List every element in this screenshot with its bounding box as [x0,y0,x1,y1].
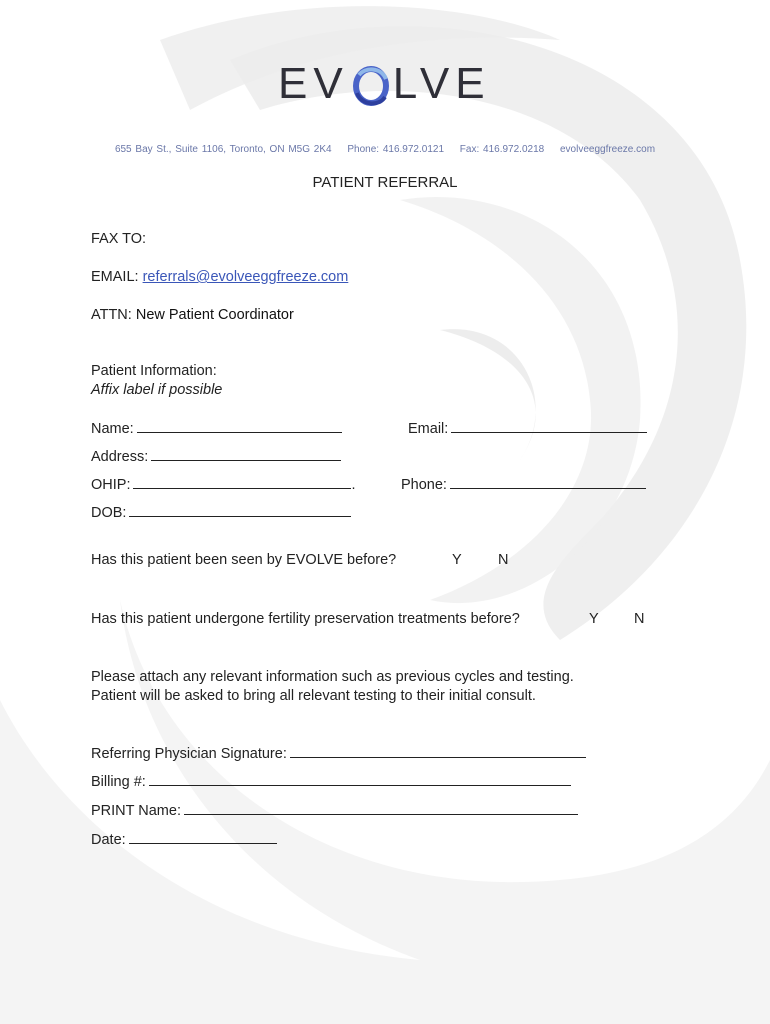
fertility-yes-option[interactable]: Y [589,611,599,627]
date-field[interactable] [91,831,277,848]
dob-field[interactable] [91,504,351,521]
physician-signature-label: Referring Physician Signature: [91,746,287,762]
phone-field[interactable] [401,476,646,493]
dob-blank[interactable] [129,504,351,517]
page-title: PATIENT REFERRAL [312,174,458,191]
seen-before-yes-option[interactable]: Y [452,552,462,568]
print-name-blank[interactable] [184,802,578,815]
attach-info-line-1: Please attach any relevant information such as previous cycles and testing. [91,669,574,685]
patient-info-heading: Patient Information: [91,363,217,379]
attn-value: New Patient Coordinator [135,307,294,323]
date-label: Date: [91,832,126,848]
print-name-label: PRINT Name: [91,803,181,819]
patient-email-field[interactable] [408,420,647,437]
question-fertility-text: Has this patient undergone fertility preservation treatments before? [91,611,520,627]
attn-label: ATTN: [91,307,132,323]
name-field[interactable] [91,420,342,437]
contact-address: 655 Bay St., Suite 1106, Toronto, ON M5G 2K4 [114,144,332,155]
address-field[interactable] [91,448,341,465]
phone-label: Phone: [401,477,447,493]
ohip-field[interactable] [91,476,356,493]
logo-text-left: EV [278,59,349,108]
question-fertility-preservation [91,611,520,627]
patient-info-note: Affix label if possible [91,382,223,398]
print-name-field[interactable] [91,802,578,819]
physician-signature-field[interactable] [91,745,586,762]
billing-blank[interactable] [149,773,571,786]
dob-label: DOB: [91,505,127,521]
logo-text-right: LVE [392,59,491,108]
billing-field[interactable] [91,773,571,790]
address-blank[interactable] [151,448,341,461]
contact-fax: Fax: 416.972.0218 [459,144,545,155]
ohip-blank[interactable] [133,476,351,489]
fax-to-line [91,231,146,247]
fax-to-label: FAX TO: [91,231,147,247]
email-line [91,269,348,285]
phone-blank[interactable] [450,476,646,489]
contact-website[interactable]: evolveeggfreeze.com [559,144,656,155]
patient-email-label: Email: [408,421,449,437]
evolve-logo [278,58,518,110]
referral-email-link[interactable]: referrals@evolveeggfreeze.com [142,269,349,285]
attach-info-line-2: Patient will be asked to bring all relevant testing to their initial consult. [91,688,536,704]
billing-label: Billing #: [91,774,146,790]
contact-phone: Phone: 416.972.0121 [347,144,445,155]
email-label: EMAIL: [91,269,139,285]
question-seen-before-text: Has this patient been seen by EVOLVE before? [91,552,397,568]
date-blank[interactable] [129,831,277,844]
seen-before-no-option[interactable]: N [498,552,509,568]
address-label: Address: [91,449,149,465]
physician-signature-blank[interactable] [290,745,586,758]
attn-line [91,307,294,323]
name-blank[interactable] [137,420,342,433]
question-seen-before [91,552,396,568]
ohip-label: OHIP: [91,477,131,493]
contact-info-bar [0,144,770,155]
patient-email-blank[interactable] [451,420,647,433]
logo-o-swirl-icon [351,63,391,109]
name-label: Name: [91,421,134,437]
fertility-no-option[interactable]: N [634,611,645,627]
ohip-suffix: . [351,477,356,493]
